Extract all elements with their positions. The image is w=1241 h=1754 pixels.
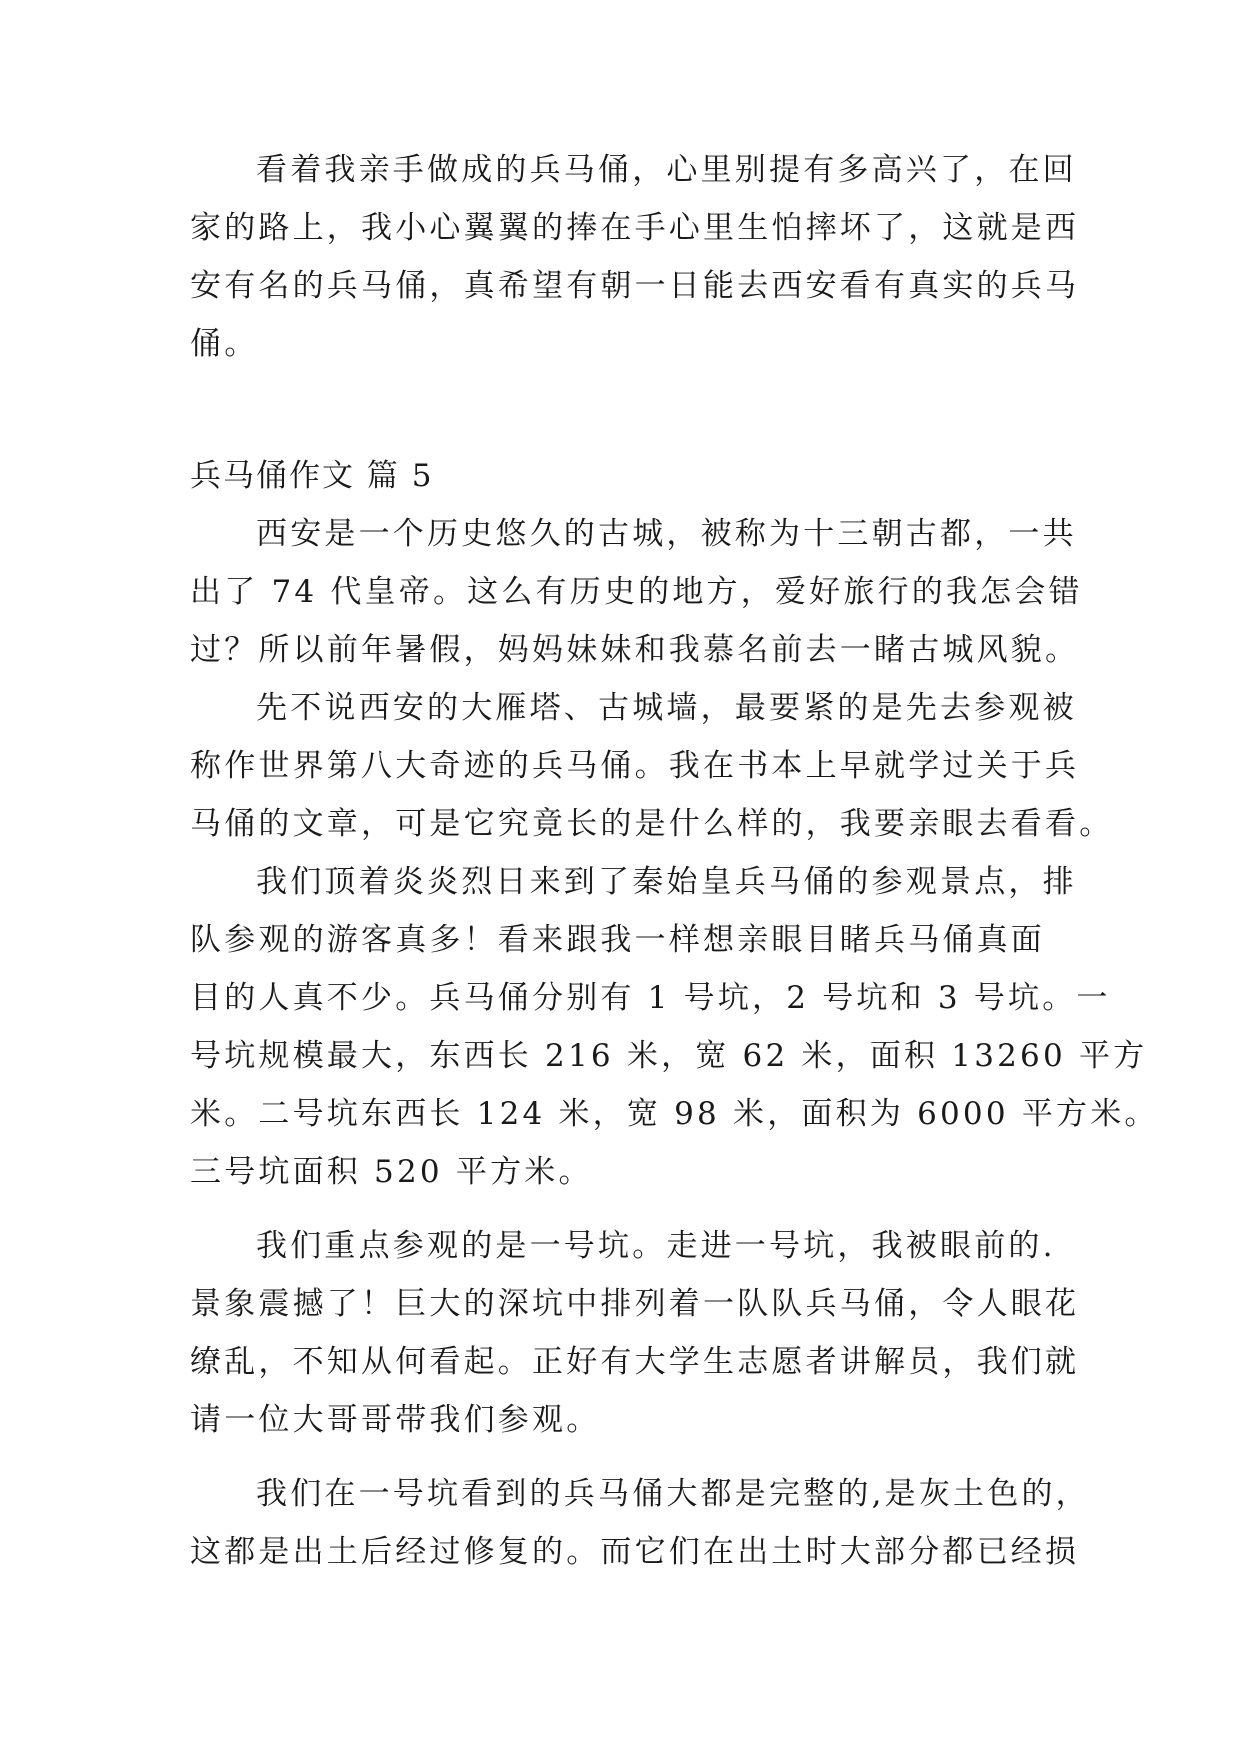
paragraph-3-line-1: 先不说西安的大雁塔、古城墙，最要紧的是先去参观被 xyxy=(256,690,1077,726)
paragraph-1-line-2: 家的路上，我小心翼翼的捧在手心里生怕摔坏了，这就是西 xyxy=(190,210,1080,246)
paragraph-6-line-1: 我们在一号坑看到的兵马俑大都是完整的,是灰土色的， xyxy=(256,1476,1090,1512)
paragraph-2-line-2: 出了 74 代皇帝。这么有历史的地方，爱好旅行的我怎会错 xyxy=(190,574,1083,610)
paragraph-5-line-4: 请一位大哥哥带我们参观。 xyxy=(190,1402,601,1438)
paragraph-4-line-3: 目的人真不少。兵马俑分别有 1 号坑，2 号坑和 3 号坑。一 xyxy=(190,980,1111,1016)
paragraph-5-line-2: 景象震撼了！巨大的深坑中排列着一队队兵马俑，令人眼花 xyxy=(190,1286,1080,1322)
paragraph-2-line-3: 过？所以前年暑假，妈妈妹妹和我慕名前去一睹古城风貌。 xyxy=(190,632,1080,668)
paragraph-4-line-1: 我们顶着炎炎烈日来到了秦始皇兵马俑的参观景点，排 xyxy=(256,864,1077,900)
paragraph-1-line-4: 俑。 xyxy=(190,326,259,362)
paragraph-3-line-2: 称作世界第八大奇迹的兵马俑。我在书本上早就学过关于兵 xyxy=(190,748,1080,784)
paragraph-1-line-3: 安有名的兵马俑，真希望有朝一日能去西安看有真实的兵马 xyxy=(190,268,1080,304)
paragraph-1-line-1: 看着我亲手做成的兵马俑，心里别提有多高兴了，在回 xyxy=(256,152,1077,188)
paragraph-5-line-3: 缭乱，不知从何看起。正好有大学生志愿者讲解员，我们就 xyxy=(190,1344,1080,1380)
paragraph-4-line-2: 队参观的游客真多！看来跟我一样想亲眼目睹兵马俑真面 xyxy=(190,922,1045,958)
paragraph-3-line-3: 马俑的文章，可是它究竟长的是什么样的，我要亲眼去看看。 xyxy=(190,806,1114,842)
paragraph-4-line-5: 米。二号坑东西长 124 米，宽 98 米，面积为 6000 平方米。 xyxy=(190,1096,1159,1132)
section-heading: 兵马俑作文 篇 5 xyxy=(190,458,434,494)
paragraph-4-line-6: 三号坑面积 520 平方米。 xyxy=(190,1154,593,1190)
paragraph-4-line-4: 号坑规模最大，东西长 216 米，宽 62 米，面积 13260 平方 xyxy=(190,1038,1148,1074)
paragraph-2-line-1: 西安是一个历史悠久的古城，被称为十三朝古都，一共 xyxy=(256,516,1077,552)
paragraph-5-line-1: 我们重点参观的是一号坑。走进一号坑，我被眼前的. xyxy=(256,1228,1056,1264)
paragraph-6-line-2: 这都是出土后经过修复的。而它们在出土时大部分都已经损 xyxy=(190,1534,1080,1570)
